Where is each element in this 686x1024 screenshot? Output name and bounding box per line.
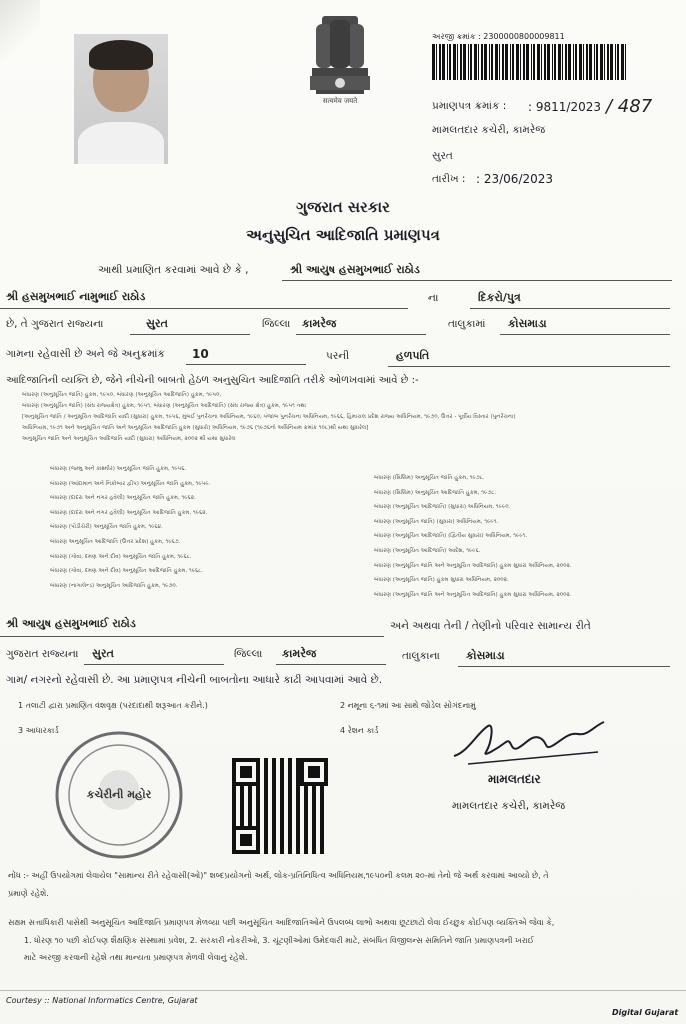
- list-item: બંધારણ (અનુસૂચિત આદિજાતિ) (દ્વિતીય સુધારા) અધિનિયમ, ૧૯૯૧.: [374, 533, 528, 540]
- list-item: બંધારણ અનુસૂચિત આદિજાતિ (ઉત્તર પ્રદેશ) હુકમ, ૧૯૬૭.: [50, 539, 181, 545]
- relation-label: ના: [428, 292, 439, 304]
- note-1: નોંધ :- અહીં ઉપયોગમાં લેવાયેલ "સામાન્ય રીતે રહેવાસી(ઓ)" શબ્દપ્રયોગનો અર્થ, લોક-પ્રતિનિધિત્વ અધિનિયમ,૧૯૫૦ની કલમ ૨૦-માં તેનો જે અર્થ કરવામાં આવ્યો છે, તે: [8, 871, 549, 880]
- national-emblem-icon: [300, 10, 380, 106]
- list-item: બંધારણ (ગોવા, દમણ અને દીવ) અનુસૂચિત આદિજાતિ હુકમ, ૧૯૬૮.: [50, 568, 204, 575]
- relation-value: દિકરો/પુત્ર: [478, 291, 521, 304]
- basis-4: 4 રેશન કાર્ડ: [340, 726, 379, 735]
- seal-label: કચેરીની મહોર: [86, 788, 152, 801]
- list-item: બંધારણ (અનુસૂચિત જાતિ અને અનુસૂચિત આદિજાતિ) હુકમ સુધારા અધિનિયમ, ૨૦૦૨.: [374, 562, 572, 569]
- signatory-title: મામલતદાર: [488, 772, 541, 786]
- barcode: [432, 44, 628, 80]
- district-underline: [130, 334, 250, 335]
- list-item: અધિનિયમ, ૧૯૭૧ અને અનુસૂચિત જાતિ અને અનુસૂચિત આદિજાતિ હુકમ (સુધારો) અધિનિયમ, ૧૯૭૬ (૧૯૭૬નો અધિનિયમ ક્રમાંક ૧૦૮)થી યથા સુધારેલ]: [22, 425, 369, 431]
- of-label: પરની: [326, 350, 350, 362]
- date-label: તારીખ :: [432, 173, 466, 185]
- city-name: સુરત: [432, 150, 453, 162]
- list-item: બંધારણ (નાગાલેન્ડ) અનુસૂચિત આદિજાતિ હુકમ, ૧૯૭૦.: [50, 582, 178, 589]
- basis-1: 1 તલાટી દ્વારા પ્રમાણિત વંશવૃક્ષ (પરદાદાથી શરૂઆત કરીને.): [18, 701, 208, 710]
- district-value: સુરત: [146, 317, 168, 330]
- issue-date: : 23/06/2023: [476, 172, 554, 186]
- state-text-2: ગુજરાત રાજ્યના: [6, 648, 79, 660]
- applicant-photo: [74, 34, 168, 164]
- footer-brand: Digital Gujarat: [612, 1008, 679, 1017]
- signature: [448, 712, 608, 772]
- tribe-text: આદિજાતિની વ્યક્તિ છે, જેને નીચેની બાબતો હેઠળ અનુસુચિત આદિજાતિ તરીકે ઓળખવામાં આવે છે :-: [6, 375, 419, 386]
- list-item: બંધારણ (સિક્કિમ) અનુસૂચિત આદિજાતિ હુકમ, ૧૯૭૮.: [374, 489, 497, 496]
- basis-2: 2 નમૂના ૬-૧માં આ સાથે જોડેલ સોગંદનામું: [340, 701, 476, 710]
- office-name: મામલતદાર કચેરી, કામરેજ: [432, 124, 546, 136]
- list-item: અનુસૂચિત જાતિ અને અનુસૂચિત આદિજાતિ યાદી (સુધારા) અધિનિયમ, ૨૦૦૨ થી યથા સુધારેલ: [22, 436, 236, 442]
- tribe-underline: [388, 366, 670, 367]
- village-value-2: કોસમાડા: [466, 649, 505, 662]
- resident-text: ગામના રહેવાસી છે અને જે અનુક્રમાંક: [6, 348, 165, 360]
- district-label-2: જિલ્લા: [234, 648, 263, 660]
- village2-underline: [458, 666, 670, 667]
- list-item: બંધારણ (આંદામાન અને નિકોબાર દ્વીપ) અનુસૂચિત જાતિ હુકમ, ૧૯૫૯.: [50, 480, 211, 487]
- district-value-2: સુરત: [92, 647, 114, 660]
- name-underline: [282, 280, 672, 281]
- list-item: બંધારણ (દાદરા અને નગર હવેલી) અનુસૂચિત જાતિ હુકમ, ૧૯૬૨.: [50, 495, 196, 502]
- state-text: છે, તે ગુજરાત રાજ્યના: [6, 318, 104, 330]
- cert-number: : 9811/2023: [528, 100, 601, 114]
- district2-underline: [84, 664, 224, 665]
- applicant-name-2: શ્રી આયુષ હસમુખભાઈ રાઠોડ: [6, 617, 136, 630]
- list-item: બંધારણ (અનુસૂચિત જાતિ) હુકમ સુધારા અધિનિયમ, ૨૦૦૨.: [374, 577, 509, 584]
- certify-text: આથી પ્રમાણિત કરવામાં આવે છે કે ,: [98, 264, 249, 276]
- taluka-label-2: તાલુકાના: [402, 650, 440, 662]
- relation-underline: [470, 308, 670, 309]
- list-item: બંધારણ (અનુસૂચિત જાતિ) હુકમ, ૧૯૫૦, બંધારણ (અનુસૂચિત આદિજાતિ) હુકમ, ૧૯૫૦,: [22, 392, 222, 398]
- note-1b: પ્રમાણે રહેશે.: [8, 889, 49, 898]
- qr-code: [232, 758, 328, 854]
- note-4: માટે અરજી કરવાની રહેશે તથા માન્યતા પ્રમાણપત્ર મેળવી લેવાનું રહેશે.: [24, 953, 248, 962]
- list-item: [અનુસૂચિત જાતિ / અનુસૂચિત આદિજાતિ યાદી (સુધારા) હુકમ, ૧૯૫૬, મુંબઈ પુનર્રચના અધિનિયમ, ૧૯૬૦, પંજાબ પુનર્રચના અધિનિયમ, ૧૯૬૬, હિમાચલ પ્રદેશ રાજ્ય અધિનિયમ, ૧૯૭૦, ઉત્તર - પૂર્વીય વિસ્તાર (પુનર્રચના): [22, 414, 516, 420]
- list-item: બંધારણ (અનુસૂચિત આદિજાતિ) આદેશ, ૧૯૯૬.: [374, 548, 481, 554]
- serial-number: 10: [192, 347, 209, 361]
- name2-underline: [0, 636, 384, 637]
- serial-underline: [186, 364, 306, 365]
- applicant-name: શ્રી આયુષ હસમુખભાઈ રાઠોડ: [290, 263, 420, 276]
- village-resident-text: ગામ/ નગરનો રહેવાસી છે. આ પ્રમાણપત્ર નીચેની બાબતોના આધારે કાઢી આપવામાં આવે છે.: [6, 674, 383, 686]
- footer-courtesy: Courtesy :: National Informatics Centre, Gujarat: [6, 996, 198, 1005]
- list-item: બંધારણ (અનુસૂચિત જાતિ અને અનુસૂચિત આદિજાતિ) હુકમ સુધારા અધિનિયમ, ૨૦૦૨.: [374, 591, 572, 598]
- list-item: બંધારણ (દાદરા અને નગર હવેલી) અનુસૂચિત આદિજાતિ હુકમ, ૧૯૬૨.: [50, 509, 208, 516]
- taluka-value: કામરેજ: [302, 317, 337, 330]
- cert-number-label: પ્રમાણપત્ર ક્રમાંક :: [432, 100, 507, 112]
- signatory-office: મામલતદાર કચેરી, કામરેજ: [452, 800, 566, 812]
- taluka-value-2: કામરેજ: [282, 647, 317, 660]
- district-label: જિલ્લા: [262, 318, 291, 330]
- taluka-label: તાલુકામાં: [448, 318, 486, 330]
- father-name: શ્રી હસમુખભાઈ નામુભાઈ રાઠોડ: [6, 290, 146, 303]
- list-item: બંધારણ (સિક્કિમ) અનુસૂચિત જાતિ હુકમ, ૧૯૭૮.: [374, 475, 485, 481]
- family-text: અને અથવા તેની / તેણીનો પરિવાર સામાન્ય રીતે: [390, 620, 591, 632]
- list-item: બંધારણ (પોંડીચેરી) અનુસૂચિત જાતિ હુકમ, ૧૯૬૪.: [50, 524, 163, 531]
- certificate-title: અનુસુચિત આદિજાતિ પ્રમાણપત્ર: [246, 226, 440, 244]
- village-value: કોસમાડા: [508, 317, 547, 330]
- list-item: બંધારણ (ગોવા, દમણ અને દીવ) અનુસૂચિત જાતિ હુકમ, ૧૯૬૮.: [50, 553, 192, 560]
- note-3: 1. ધોરણ ૧૦ પછી કોઈપણ શૈક્ષણિક સંસ્થામાં પ્રવેશ, 2. સરકારી નોકરીઓ, 3. ચૂંટણીઓમાં ઉમેદવારી માટે, સંબંધિત વિજીલન્સ સમિતિને જાતિ પ્રમાણપત્રની ખરાઈ: [24, 936, 534, 945]
- village-underline: [500, 334, 670, 335]
- list-item: બંધારણ (અનુસૂચિત જાતિ) (સુધારા) અધિનિયમ, ૧૯૯૧.: [374, 518, 499, 525]
- list-item: બંધારણ (અનુસૂચિત જાતિ) (સંઘ રાજ્યક્ષેત્ર) હુકમ, ૧૯૫૧, બંધારણ (અનુસૂચિત આદિજાતિ) (સંઘ રાજ્ય ક્ષેત્ર) હુકમ, ૧૯૫૧ તથા: [22, 403, 307, 409]
- father-underline: [0, 308, 408, 309]
- emblem-motto: सत्यमेव जयते: [322, 97, 358, 105]
- taluka-underline: [296, 334, 426, 335]
- application-number: અરજી ક્રમાંક : 2300000800009811: [432, 32, 565, 41]
- cert-number-handwritten: / 487: [606, 96, 653, 117]
- basis-3: 3 આધારકાર્ડ: [18, 726, 59, 735]
- folded-corner: [0, 0, 40, 60]
- taluka2-underline: [276, 664, 386, 665]
- list-item: બંધારણ (જમ્મુ અને કાશ્મીર) અનુસૂચિત જાતિ હુકમ, ૧૯૫૬.: [50, 466, 187, 472]
- tribe-name: હળપતિ: [396, 349, 430, 362]
- note-2: સક્ષમ સત્તાધિકારી પાસેથી અનુસૂચિત આદિજાતિ પ્રમાણપત્ર મેળવ્યા પછી અનુસૂચિત આદિજાતિઓને ઉપલબ્ધ લાભો અથવા છૂટછાટો લેવા ઈચ્છુક કોઈપણ વ્યક્તિએ જેવા કે,: [8, 918, 555, 927]
- list-item: બંધારણ (અનુસૂચિત આદિજાતિ) (સુધારા) અધિનિયમ, ૧૯૯૦.: [374, 504, 511, 511]
- government-title: ગુજરાત સરકાર: [296, 198, 390, 216]
